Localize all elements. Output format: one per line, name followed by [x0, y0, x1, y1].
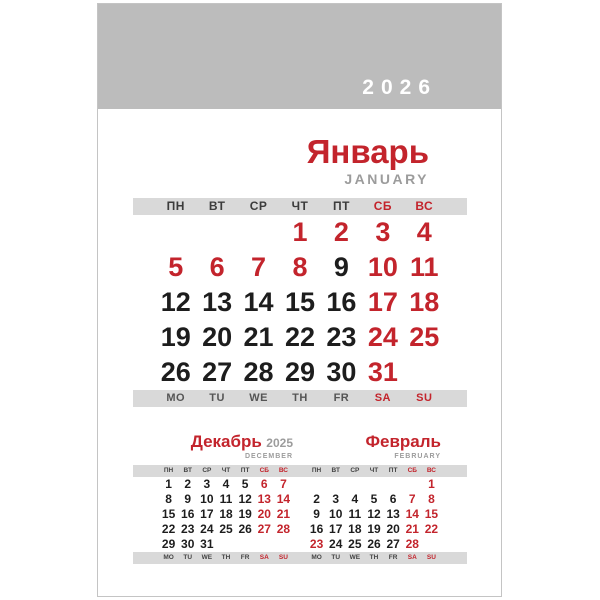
mini-weekday-footer-en [307, 552, 441, 564]
weekday-label: WE [249, 392, 268, 404]
weekday-label: СР [249, 199, 268, 213]
day-cell: 13 [202, 287, 233, 317]
day-cell-empty [236, 537, 255, 552]
weekday-label: SU [416, 392, 433, 404]
main-weekday-header-ru [133, 198, 467, 215]
weekday-label: FR [240, 554, 250, 561]
day-cell: 7 [408, 492, 416, 506]
day-cell-empty [345, 477, 364, 492]
day-cell: 21 [405, 522, 419, 536]
mini-title-february-line [307, 433, 441, 451]
calendar-page [97, 3, 502, 597]
mini-calendar-december [159, 465, 293, 564]
day-cell: 14 [405, 507, 419, 521]
weekday-label: СБ [259, 467, 269, 474]
mini-calendars-grid [133, 465, 467, 564]
day-cell: 16 [326, 287, 357, 317]
weekday-label: WE [349, 554, 361, 561]
weekday-label: СБ [407, 467, 417, 474]
mini-weekday-footer-en [159, 552, 293, 564]
day-cell: 20 [202, 322, 233, 352]
day-cell-empty [238, 215, 279, 250]
day-cell: 28 [276, 522, 291, 536]
day-cell: 5 [241, 477, 249, 491]
weekday-label: ВС [278, 467, 288, 474]
day-cell: 12 [238, 492, 252, 506]
main-calendar [133, 198, 467, 407]
day-cell: 9 [333, 252, 349, 282]
day-cell: 2 [313, 492, 320, 506]
day-cell: 26 [367, 537, 381, 551]
day-cell-empty [364, 477, 383, 492]
day-cell: 10 [367, 252, 398, 282]
weekday-label: ВТ [183, 467, 192, 474]
day-cell: 31 [200, 537, 214, 551]
day-cell: 23 [181, 522, 195, 536]
day-cell: 26 [238, 522, 252, 536]
day-cell-empty [384, 477, 403, 492]
weekday-label: MO [163, 554, 174, 561]
day-cell: 5 [370, 492, 378, 506]
day-cell: 20 [386, 522, 400, 536]
weekday-label: SU [278, 554, 288, 561]
weekday-label: SA [374, 392, 391, 404]
day-cell: 8 [165, 492, 172, 506]
weekday-label: ПТ [332, 199, 350, 213]
day-cell: 4 [351, 492, 359, 506]
day-cell: 22 [284, 322, 316, 352]
day-cell: 8 [292, 252, 308, 282]
day-cell: 10 [329, 507, 343, 521]
day-cell: 3 [375, 217, 391, 247]
day-cell: 15 [284, 287, 316, 317]
weekday-label: SU [426, 554, 436, 561]
weekday-label: TH [221, 554, 231, 561]
day-cell: 17 [200, 507, 214, 521]
weekday-label: ВС [426, 467, 436, 474]
day-cell: 21 [276, 507, 291, 521]
day-cell-empty [196, 215, 237, 250]
weekday-label: ПТ [240, 467, 250, 474]
mini-date-grid-february [307, 477, 441, 552]
mini-month-ru-december: Декабрь [190, 432, 262, 451]
day-cell-empty [404, 355, 445, 390]
day-cell: 24 [200, 522, 214, 536]
day-cell-empty [422, 537, 441, 552]
mini-year-december: 2025 [266, 436, 293, 450]
day-cell: 21 [243, 322, 274, 352]
day-cell: 20 [257, 507, 271, 521]
day-cell: 11 [348, 507, 362, 521]
weekday-label: ВС [415, 199, 434, 213]
day-cell: 18 [409, 287, 440, 317]
day-cell: 26 [160, 357, 191, 387]
mini-title-december-line [159, 433, 293, 451]
weekday-label: TU [183, 554, 193, 561]
day-cell: 13 [386, 507, 400, 521]
day-cell: 18 [348, 522, 362, 536]
day-cell: 4 [222, 477, 230, 491]
day-cell: 12 [367, 507, 381, 521]
mini-title-february [307, 433, 441, 460]
day-cell: 1 [428, 477, 435, 491]
day-cell: 7 [251, 252, 267, 282]
weekday-label: FR [388, 554, 398, 561]
year-band [98, 4, 501, 109]
day-cell: 22 [424, 522, 439, 536]
weekday-label: ПТ [388, 467, 398, 474]
day-cell: 19 [238, 507, 252, 521]
weekday-label: TH [292, 392, 308, 404]
day-cell: 19 [160, 322, 191, 352]
day-cell-empty [403, 477, 422, 492]
main-month-title-block [98, 135, 429, 186]
mini-month-en-february: FEBRUARY [394, 453, 441, 460]
day-cell: 9 [184, 492, 192, 506]
day-cell: 15 [161, 507, 176, 521]
main-month-title-ru: Январь [306, 133, 429, 170]
weekday-label: WE [201, 554, 213, 561]
day-cell: 11 [410, 252, 439, 282]
day-cell-empty [216, 537, 235, 552]
day-cell: 7 [280, 477, 287, 491]
weekday-label: ЧТ [221, 467, 231, 474]
day-cell: 6 [209, 252, 225, 282]
day-cell: 23 [326, 322, 357, 352]
day-cell: 29 [284, 357, 316, 387]
mini-date-grid-december [159, 477, 293, 552]
weekday-label: ПН [311, 467, 322, 474]
day-cell: 25 [409, 322, 440, 352]
day-cell: 30 [181, 537, 195, 551]
mini-month-ru-february: Февраль [365, 432, 441, 451]
main-month-title-en: JANUARY [344, 171, 429, 187]
weekday-label: ЧТ [369, 467, 379, 474]
weekday-label: TH [369, 554, 379, 561]
day-cell: 31 [367, 357, 398, 387]
day-cell: 5 [168, 252, 184, 282]
day-cell: 27 [386, 537, 400, 551]
weekday-label: ВТ [208, 199, 226, 213]
day-cell: 27 [257, 522, 271, 536]
day-cell: 16 [309, 522, 324, 536]
day-cell: 25 [348, 537, 362, 551]
day-cell: 28 [405, 537, 419, 551]
weekday-label: SA [407, 554, 417, 561]
day-cell: 25 [219, 522, 233, 536]
weekday-label: MO [311, 554, 322, 561]
mini-calendars-section [133, 433, 467, 564]
weekday-label: СБ [373, 199, 392, 213]
mini-weekday-header-ru [307, 465, 441, 477]
weekday-label: ПН [166, 199, 185, 213]
weekday-label: FR [333, 392, 350, 404]
day-cell: 3 [332, 492, 340, 506]
day-cell: 8 [428, 492, 435, 506]
day-cell: 6 [389, 492, 397, 506]
weekday-label: MO [166, 392, 186, 404]
day-cell: 10 [200, 492, 214, 506]
day-cell: 12 [160, 287, 191, 317]
day-cell: 24 [329, 537, 343, 551]
day-cell: 28 [243, 357, 274, 387]
mini-month-en-december: DECEMBER [244, 453, 293, 460]
day-cell: 24 [367, 322, 398, 352]
mini-weekday-header-ru [159, 465, 293, 477]
mini-tables-row [133, 465, 467, 564]
mini-titles-row [133, 433, 467, 460]
day-cell: 18 [219, 507, 233, 521]
day-cell: 9 [313, 507, 320, 521]
day-cell: 27 [202, 357, 233, 387]
day-cell: 30 [326, 357, 357, 387]
weekday-label: СР [202, 467, 212, 474]
day-cell: 2 [184, 477, 192, 491]
mini-calendar-february [307, 465, 441, 564]
day-cell: 14 [243, 287, 274, 317]
day-cell: 13 [257, 492, 271, 506]
day-cell: 17 [329, 522, 343, 536]
main-weekday-footer-en [133, 390, 467, 407]
day-cell: 6 [260, 477, 268, 491]
day-cell: 29 [161, 537, 176, 551]
day-cell: 23 [309, 537, 324, 551]
day-cell: 16 [181, 507, 195, 521]
day-cell-empty [255, 537, 274, 552]
main-date-grid [133, 215, 467, 390]
day-cell-empty [155, 215, 196, 250]
weekday-label: ПН [163, 467, 174, 474]
day-cell: 11 [219, 492, 233, 506]
year-label: 2026 [362, 76, 437, 99]
day-cell-empty [326, 477, 345, 492]
day-cell-empty [274, 537, 293, 552]
day-cell: 3 [203, 477, 211, 491]
weekday-label: TU [209, 392, 225, 404]
day-cell: 19 [367, 522, 381, 536]
weekday-label: SA [259, 554, 269, 561]
weekday-label: СР [350, 467, 360, 474]
day-cell-empty [307, 477, 326, 492]
day-cell: 22 [161, 522, 176, 536]
day-cell: 17 [367, 287, 398, 317]
weekday-label: ЧТ [291, 199, 309, 213]
weekday-label: ВТ [331, 467, 340, 474]
weekday-label: TU [331, 554, 341, 561]
day-cell: 15 [424, 507, 439, 521]
day-cell: 2 [333, 217, 349, 247]
day-cell: 1 [292, 217, 308, 247]
day-cell: 14 [276, 492, 291, 506]
day-cell: 1 [165, 477, 172, 491]
day-cell: 4 [416, 217, 432, 247]
mini-title-december [159, 433, 293, 460]
